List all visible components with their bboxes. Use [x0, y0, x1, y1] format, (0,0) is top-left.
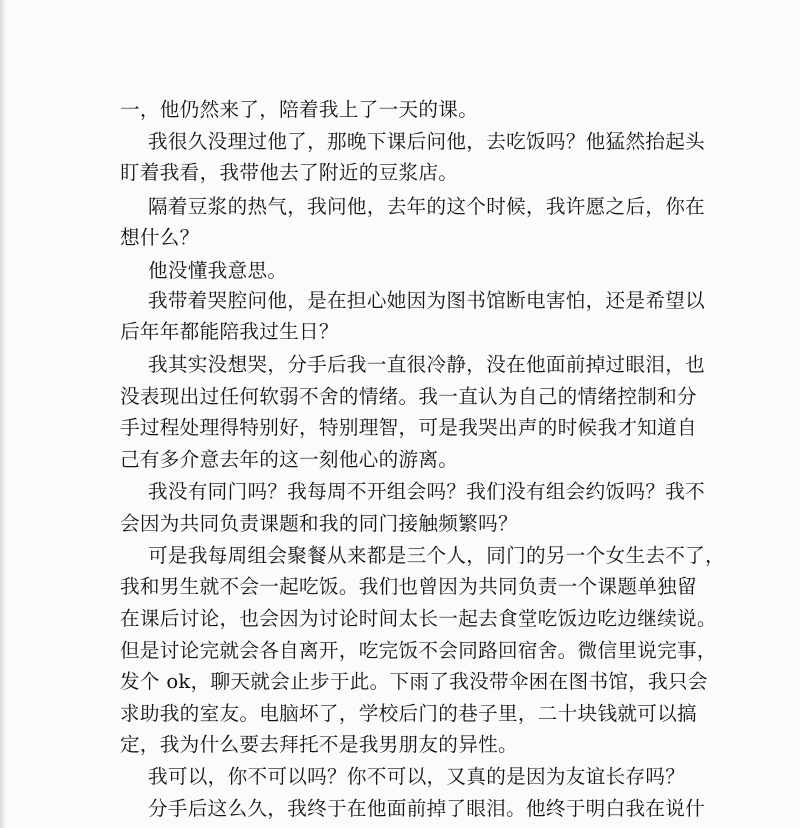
text-line-23: 分手后这么久，我终于在他面前掉了眼泪。他终于明白我在说什: [148, 797, 706, 820]
text-line-14: 会因为共同负责课题和我的同门接触频繁吗？: [120, 512, 518, 535]
text-line-22: 我可以，你不可以吗？你不可以，又真的是因为友谊长存吗？: [148, 765, 686, 788]
text-line-4: 隔着豆浆的热气，我问他，去年的这个时候，我许愿之后，你在: [148, 195, 706, 218]
text-line-7: 我带着哭腔问他，是在担心她因为图书馆断电害怕，还是希望以: [148, 289, 706, 312]
text-line-18: 但是讨论完就会各自离开，吃完饭不会同路回宿舍。微信里说完事，: [120, 639, 717, 662]
page-shadow-edge: [0, 0, 6, 828]
text-line-12: 己有多介意去年的这一刻他心的游离。: [120, 448, 459, 471]
text-line-5: 想什么？: [120, 226, 200, 249]
text-line-11: 手过程处理得特别好，特别理智，可是我哭出声的时候我才知道自: [120, 416, 697, 439]
text-line-20: 求助我的室友。电脑坏了，学校后门的巷子里，二十块钱就可以搞: [120, 702, 697, 725]
text-line-6: 他没懂我意思。: [148, 259, 288, 282]
text-line-15: 可是我每周组会聚餐从来都是三个人，同门的另一个女生去不了，: [148, 544, 725, 567]
text-line-3: 盯着我看，我带他去了附近的豆浆店。: [120, 161, 459, 184]
text-line-8: 后年年都能陪我过生日？: [120, 320, 339, 343]
text-line-17: 在课后讨论，也会因为讨论时间太长一起去食堂吃饭边吃边继续说。: [120, 607, 717, 630]
text-line-9: 我其实没想哭，分手后我一直很冷静，没在他面前掉过眼泪，也: [148, 353, 706, 376]
text-line-1: 一，他仍然来了，陪着我上了一天的课。: [120, 98, 479, 121]
text-line-16: 我和男生就不会一起吃饭。我们也曾因为共同负责一个课题单独留: [120, 575, 697, 598]
text-line-10: 没表现出过任何软弱不舍的情绪。我一直认为自己的情绪控制和分: [120, 385, 697, 408]
text-line-19: 发个 ok，聊天就会止步于此。下雨了我没带伞困在图书馆，我只会: [120, 670, 708, 693]
text-line-2: 我很久没理过他了，那晚下课后问他，去吃饭吗？他猛然抬起头: [148, 130, 706, 153]
text-line-21: 定，我为什么要去拜托不是我男朋友的异性。: [120, 733, 518, 756]
text-line-13: 我没有同门吗？我每周不开组会吗？我们没有组会约饭吗？我不: [148, 480, 706, 503]
